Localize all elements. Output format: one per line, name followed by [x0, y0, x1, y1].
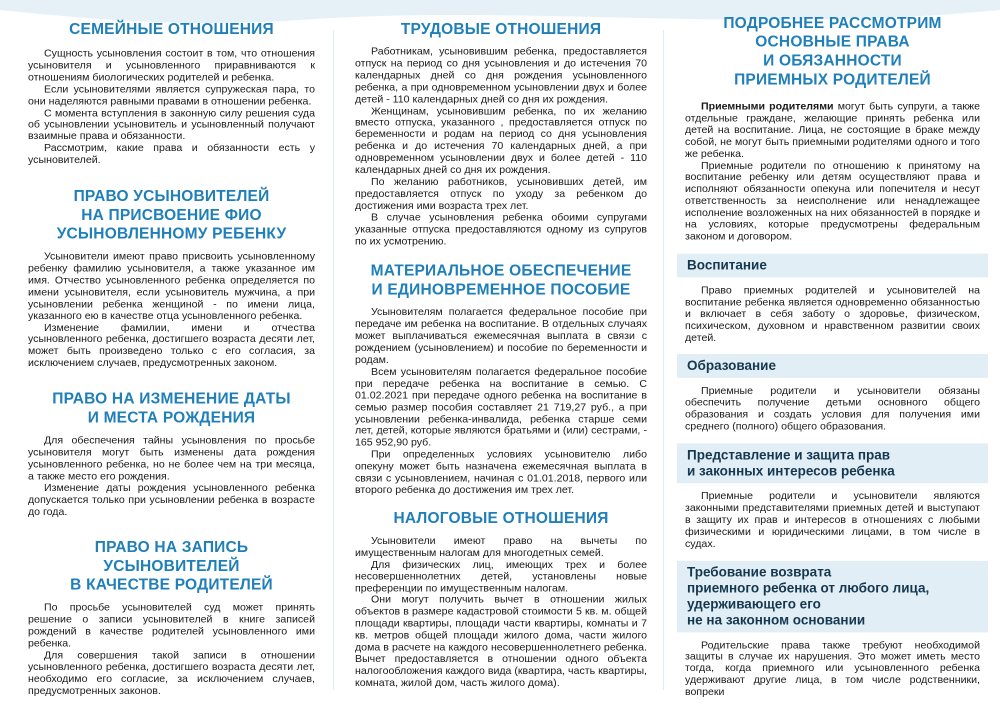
heading-line: И ОБЯЗАННОСТИ — [763, 52, 902, 70]
heading-line: И МЕСТА РОЖДЕНИЯ — [87, 409, 256, 427]
heading-line: ПРАВО НА ИЗМЕНЕНИЕ ДАТЫ — [52, 390, 291, 408]
heading-birth-change — [28, 390, 315, 428]
paragraph: С момента вступления в законную силу решения суда об усыновлении усыновитель и усыновленный получают взаимные права и обязанности. — [28, 106, 315, 143]
section-box-return — [677, 560, 988, 632]
paragraph: Усыновители имеют право на вычеты по имущественным налогам для многодетных семей. — [355, 534, 647, 559]
paragraph: Для физических лиц, имеющих трех и более несовершеннолетних детей, установлены новые преференции по имущественным налогам. — [355, 558, 647, 595]
paragraph: Приемные родители и усыновители являются законными представителями приемных детей и выступают в защиту их прав и интересов в отношениях с любыми физическими и юридическими лицами, в том числе в судах. — [685, 490, 980, 550]
heading-line: УСЫНОВЛЕННОМУ РЕБЕНКУ — [56, 225, 287, 243]
paragraph: Сущность усыновления состоит в том, что отношения усыновителя и усыновленного приравниваются к отношениям биологических родителей и ребенка. — [28, 47, 315, 84]
paragraph: При определенных условиях усыновителю либо опекуну может быть назначена ежемесячная выплата в связи с усыновлением, начиная с 01.01.2018, первого или второго ребенка до достижения им трех лет. — [355, 448, 647, 497]
paragraph: Усыновители имеют право присвоить усыновленному ребенку фамилию усыновителя, а также указанное им имя. Отчество усыновленного ребенка определяется по имени усыновителя, если усыновитель мужчина, а при усыновлении ребенка женщиной - по имени лица, указанного ею в качестве отца усыновленного ребенка. — [28, 250, 315, 322]
box-line: Требование возврата — [687, 564, 832, 580]
heading-family: СЕМЕЙНЫЕ ОТНОШЕНИЯ — [69, 20, 274, 38]
material-text — [355, 308, 647, 497]
labor-text — [355, 47, 647, 248]
paragraph: По просьбе усыновителей суд может принять решение о записи усыновителей в книге записей рождений в качестве родителей усыновленного ими ребенка. — [28, 602, 315, 650]
heading-line: ПРАВО УСЫНОВИТЕЛЕЙ — [73, 187, 270, 205]
tax-text — [355, 536, 647, 690]
paragraph: Рассмотрим, какие права и обязанности есть у усыновителей. — [28, 142, 315, 167]
paragraph: Усыновителям полагается федеральное пособие при передаче им ребенка на воспитание. В отдельных случаях может выплачиваться ежемесячная выплата в связи с рождением (усыновлением) и пособие по беременности и родам. — [355, 306, 647, 366]
heading-name-rights — [28, 187, 315, 244]
heading-material — [355, 262, 647, 300]
paragraph: Приемные родители и усыновители обязаны обеспечить получение детьми основного общего образования и создать условия для получения ими среднего (полного) общего образования. — [685, 385, 980, 433]
heading-tax: НАЛОГОВЫЕ ОТНОШЕНИЯ — [393, 510, 609, 527]
paragraph: Работникам, усыновившим ребенка, предоставляется отпуск на период со дня усыновления и до истечения 70 календарных дней со дня рождения усыновленного ребенка, а при одновременном усыновлении двух и более детей - 110 календарных дней со дня их рождения. — [355, 45, 647, 106]
paragraph: По желанию работников, усыновивших детей, им предоставляется отпуск по уходу за ребенком до достижения ими возраста трех лет. — [355, 175, 647, 212]
paragraph-rest: могут быть супруги, а также отдельные граждане, желающие принять ребенка или детей на воспитание. Лица, не состоящие в браке между собой, не могут быть приемными родителями одного и того же ребенка. — [685, 100, 980, 160]
box-line: не на законном основании — [687, 612, 866, 627]
heading-parent-record — [28, 538, 315, 595]
column-middle — [333, 0, 663, 704]
heading-line: В КАЧЕСТВЕ РОДИТЕЛЕЙ — [70, 577, 273, 595]
heading-line: И ЕДИНОВРЕМЕННОЕ ПОСОБИЕ — [371, 281, 631, 299]
paragraph — [685, 101, 980, 160]
name-rights-text — [28, 252, 315, 370]
paragraph: Изменение фамилии, имени и отчества усыновленного ребенка, достигшего возраста десяти лет, может быть произведено только с его согласия, за исключением случаев, предусмотренных законом. — [28, 321, 315, 370]
paragraph: Женщинам, усыновившим ребенка, по их желанию вместо отпуска, указанного , предоставляется отпуск по беременности и родам на период со дня усыновления ребенка и до истечения 70 календарных дней, а при одновременном усыновлении двух и более детей - 110 календарных дней со дня их рождения. — [355, 104, 647, 177]
paragraph: Всем усыновителям полагается федеральное пособие при передаче ребенка на воспитание в семью. С 01.02.2021 при передаче одного ребенка на воспитание в семью размер пособия составляет 21 719,27 руб., а при усыновлении ребенка-инвалида, ребенка старше семи лет, детей, которые являются братьями и (или) сестрами, - 165 952,90 руб. — [355, 365, 647, 449]
section-box-upbringing: Воспитание — [677, 253, 988, 277]
heading-line: ПРАВО НА ЗАПИСЬ УСЫНОВИТЕЛЕЙ — [94, 539, 249, 576]
heading-line: ОСНОВНЫЕ ПРАВА — [755, 33, 910, 51]
paragraph: В случае усыновления ребенка обоими супругами указанные отпуска предоставляются одному из супругов по их усмотрению. — [355, 211, 647, 248]
heading-line: МАТЕРИАЛЬНОЕ ОБЕСПЕЧЕНИЕ — [370, 262, 632, 280]
box-line: удерживающего его — [687, 596, 821, 612]
paragraph: Приемные родители по отношению к принятому на воспитание ребенку или детям осуществляют права и исполняют обязанности опекуна или попечителя и несут ответственность за неисполнение или ненадлежащее исполнение возложенных на них обязанностей в порядке и на условиях, которые предусмотрены федеральным законом и договором. — [685, 159, 980, 243]
box-line: Представление и защита прав — [687, 447, 891, 463]
paragraph: Изменение даты рождения усыновленного ребенка допускается только при усыновлении ребенка в возрасте до года. — [28, 482, 315, 518]
box-line: приемного ребенка от любого лица, — [687, 580, 930, 596]
birth-change-text — [28, 436, 315, 519]
heading-line: ПРИЕМНЫХ РОДИТЕЛЕЙ — [734, 71, 931, 89]
section-box-representation — [677, 444, 988, 484]
box-line: и законных интересов ребенка — [687, 463, 895, 479]
paragraph: Если усыновителями является супружеская пара, то они наделяются равными правами в отношении ребенка. — [28, 83, 315, 108]
paragraph: Право приемных родителей и усыновителей на воспитание ребенка является одновременно обязанностью и включает в себя заботу о здоровье, физическом, психическом, духовном и нравственном развитии своих детей. — [685, 284, 980, 344]
heading-line: ПОДРОБНЕЕ РАССМОТРИМ — [723, 14, 942, 32]
heading-foster-rights — [685, 14, 980, 90]
foster-intro-text — [685, 101, 980, 243]
bold-term: Приемными родителями — [701, 100, 834, 113]
heading-labor: ТРУДОВЫЕ ОТНОШЕНИЯ — [400, 20, 602, 38]
paragraph: Родительские права также требуют необходимой защиты в случае их нарушения. Это может иметь место тогда, когда приемного или усыновленного ребенка удерживают другие лица, в том числе родственники, вопреки — [685, 638, 980, 699]
heading-line: НА ПРИСВОЕНИЕ ФИО — [81, 206, 262, 224]
paragraph: Они могут получить вычет в отношении жилых объектов в размере кадастровой стоимости 5 кв. м. общей площади квартиры, площади части квартиры, комнаты и 7 кв. метров общей площади жилого дома, части жилого дома в расчете на каждого несовершеннолетнего ребенка. Вычет предоставляется в отношении одного объекта налогообложения каждого вида (квартира, часть квартиры, комната, жилой дом, часть жилого дома). — [355, 594, 647, 689]
paragraph: Для совершения такой записи в отношении усыновленного ребенка, достигшего возраста десяти лет, необходимо его согласие, за исключением случаев, предусмотренных законов. — [28, 649, 315, 697]
column-right — [663, 0, 1000, 704]
paragraph: Для обеспечения тайны усыновления по просьбе усыновителя могут быть изменены дата рождения усыновленного ребенка, но не более чем на три месяца, а также место его рождения. — [28, 434, 315, 483]
column-left — [0, 0, 333, 704]
family-text — [28, 49, 315, 167]
section-box-education: Образование — [677, 354, 988, 378]
parent-record-text — [28, 603, 315, 698]
